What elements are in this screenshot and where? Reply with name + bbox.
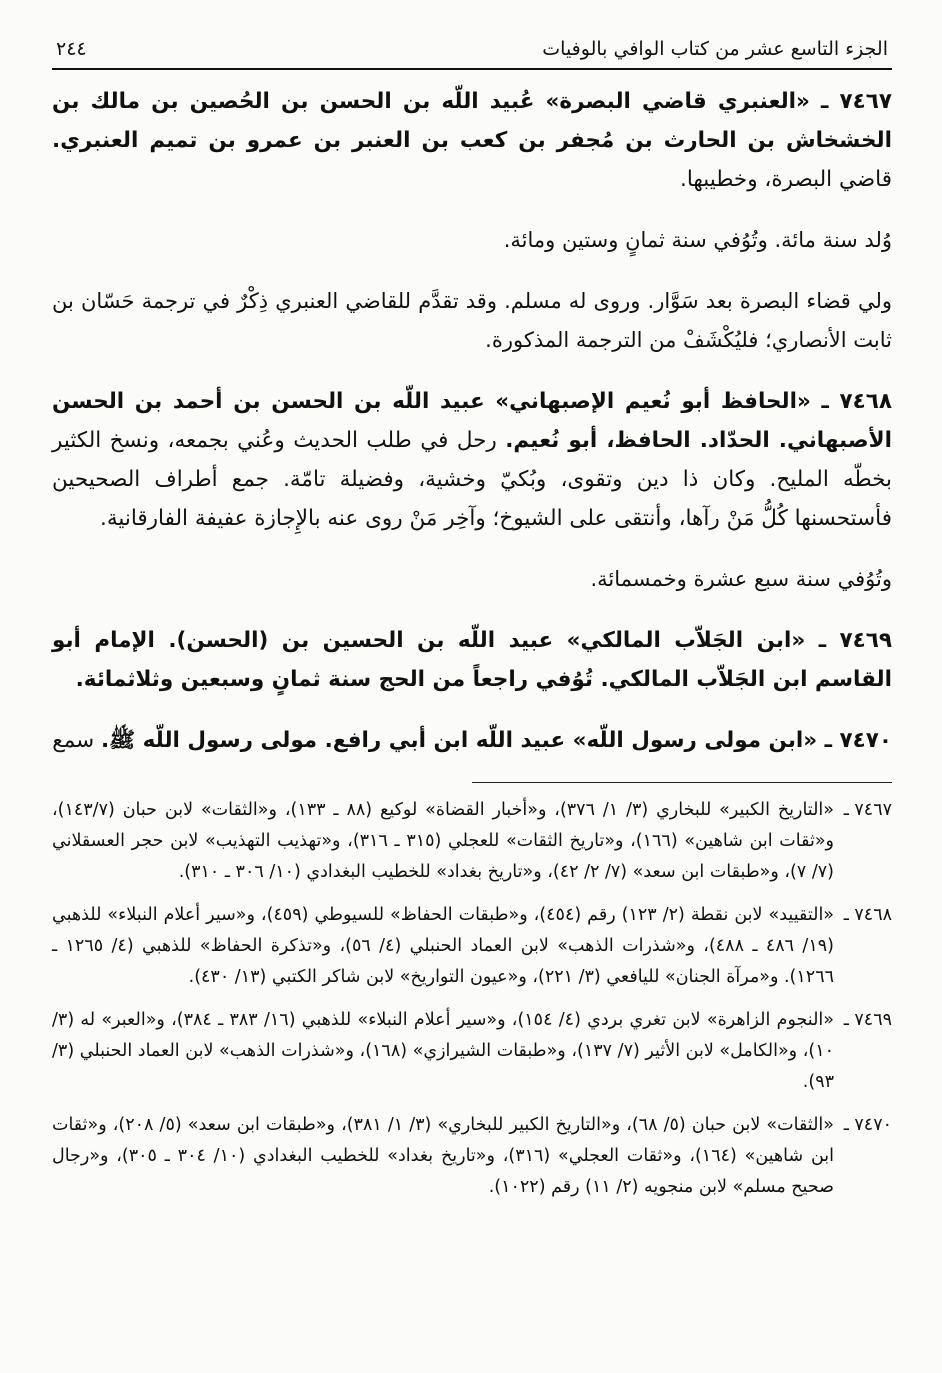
page-number: ٢٤٤ bbox=[56, 38, 87, 60]
entry-7469 bbox=[52, 621, 892, 699]
entry-heading: ٧٤٦٨ ـ «الحافظ أبو نُعيم الإصبهاني» عبيد اللّه بن الحسن بن أحمد بن الحسن الأصبهاني. الحدّاد. الحافظ، أبو نُعيم. bbox=[52, 389, 892, 453]
footnote-text: «التاريخ الكبير» للبخاري (٣/ ١/ ٣٧٦)، و«أخبار القضاة» لوكيع (٨٨ ـ ١٣٣)، و«الثقات» لابن حبان (١٤٣/٧)، و«ثقات ابن شاهين» (١٦٦)، و«تاريخ الثقات» للعجلي (٣١٥ ـ ٣١٦)، و«تهذيب التهذيب» لابن حجر العسقلاني (٧/ ٧)، و«طبقات ابن سعد» (٧/ ٢/ ٤٢)، و«تاريخ بغداد» للخطيب البغدادي (١٠/ ٣٠٦ ـ ٣١٠). bbox=[52, 800, 834, 882]
footnote-7467 bbox=[52, 795, 892, 888]
footnote-rule bbox=[472, 782, 892, 783]
running-title: الجزء التاسع عشر من كتاب الوافي بالوفيات bbox=[542, 38, 888, 60]
entry-heading: ٧٤٧٠ ـ «ابن مولى رسول اللّه» عبيد اللّه ابن أبي رافع. مولى رسول اللّه ﷺ. bbox=[101, 728, 892, 753]
entry-body: سمع bbox=[52, 728, 101, 753]
footnotes bbox=[52, 795, 892, 1203]
footnote-text: «الثقات» لابن حبان (٥/ ٦٨)، و«التاريخ الكبير للبخاري» (٣/ ١/ ٣٨١)، و«طبقات ابن سعد» (٥/ ٢٠٨)، و«ثقات ابن شاهين» (١٦٤)، و«ثقات العجلي» (٣١٦)، و«تاريخ بغداد» للخطيب البغدادي (١٠/ ٣٠٤ ـ ٣٠٥)، و«رجال صحيح مسلم» لابن منجويه (٢/ ١١) رقم (١٠٢٢). bbox=[52, 1115, 834, 1197]
entry-7467 bbox=[52, 82, 892, 199]
footnote-7469 bbox=[52, 1005, 892, 1098]
footnote-number: ٧٤٦٧ ـ bbox=[843, 800, 892, 820]
footnote-text: «النجوم الزاهرة» لابن تغري بردي (٤/ ١٥٤)، و«سير أعلام النبلاء» للذهبي (١٦/ ٣٨٣ ـ ٣٨٤)، و«العبر» له (٣/ ١٠)، و«الكامل» لابن الأثير (٧/ ١٣٧)، و«طبقات الشيرازي» (١٦٨)، و«شذرات الذهب» لابن العماد الحنبلي (٣/ ٩٣). bbox=[52, 1010, 835, 1092]
entry-heading: ٧٤٦٧ ـ «العنبري قاضي البصرة» عُبيد اللّه بن الحسن بن الحُصين بن مالك بن الخشخاش بن الحارث بن مُجفر بن كعب بن العنبر بن عمرو بن تميم العنبري. bbox=[52, 89, 892, 153]
entry-body: قاضي البصرة، وخطيبها. bbox=[680, 167, 892, 192]
footnote-7470 bbox=[52, 1110, 892, 1203]
entry-body: رحل في طلب الحديث وعُني بجمعه، ونسخ الكثير بخطّه المليح. وكان ذا دين وتقوى، وبُكيّ وخشية، وفضيلة تامّة. جمع أطراف الصحيحين فأستحسنها كُلُّ مَنْ رآها، وأنتقى على الشيوخ؛ وآخِر مَنْ روى عنه بالإِجازة عفيفة الفارقانية. bbox=[52, 428, 892, 531]
footnote-number: ٧٤٦٩ ـ bbox=[843, 1010, 892, 1030]
footnote-number: ٧٤٦٨ ـ bbox=[843, 905, 892, 925]
entry-paragraph: وُلد سنة مائة. وتُوُفي سنة ثمانٍ وستين ومائة. bbox=[503, 228, 892, 252]
entry-heading: ٧٤٦٩ ـ «ابن الجَلاّب المالكي» عبيد اللّه بن الحسين بن (الحسن). الإمام أبو القاسم ابن الجَلاّب المالكي. تُوُفي راجعاً من الحج سنة ثمانٍ وسبعين وثلاثمائة. bbox=[52, 628, 892, 692]
entry-7470 bbox=[52, 721, 892, 760]
footnote-7468 bbox=[52, 900, 892, 993]
entry-7468 bbox=[52, 382, 892, 538]
header-rule bbox=[52, 68, 892, 70]
footnote-text: «التقييد» لابن نقطة (٢/ ١٢٣) رقم (٤٥٤)، و«طبقات الحفاظ» للسيوطي (٤٥٩)، و«سير أعلام النبلاء» للذهبي (١٩/ ٤٨٦ ـ ٤٨٨)، و«شذرات الذهب» لابن العماد الحنبلي (٤/ ٥٦)، و«تذكرة الحفاظ» للذهبي (٤/ ١٢٦٥ ـ ١٢٦٦). و«مرآة الجنان» لليافعي (٣/ ٢٢١)، و«عيون التواريخ» لابن شاكر الكتبي (١٣/ ٤٣٠). bbox=[52, 905, 835, 987]
entry-paragraph: ولي قضاء البصرة بعد سَوَّار. وروى له مسلم. وقد تقدَّم للقاضي العنبري ذِكْرٌ في ترجمة حَسّان بن ثابت الأنصاري؛ فليُكْشَفْ من الترجمة المذكورة. bbox=[52, 289, 892, 352]
page-header bbox=[52, 38, 892, 68]
footnote-number: ٧٤٧٠ ـ bbox=[843, 1115, 892, 1135]
entry-paragraph: وتُوُفي سنة سبع عشرة وخمسمائة. bbox=[590, 567, 892, 591]
main-text bbox=[52, 82, 892, 760]
